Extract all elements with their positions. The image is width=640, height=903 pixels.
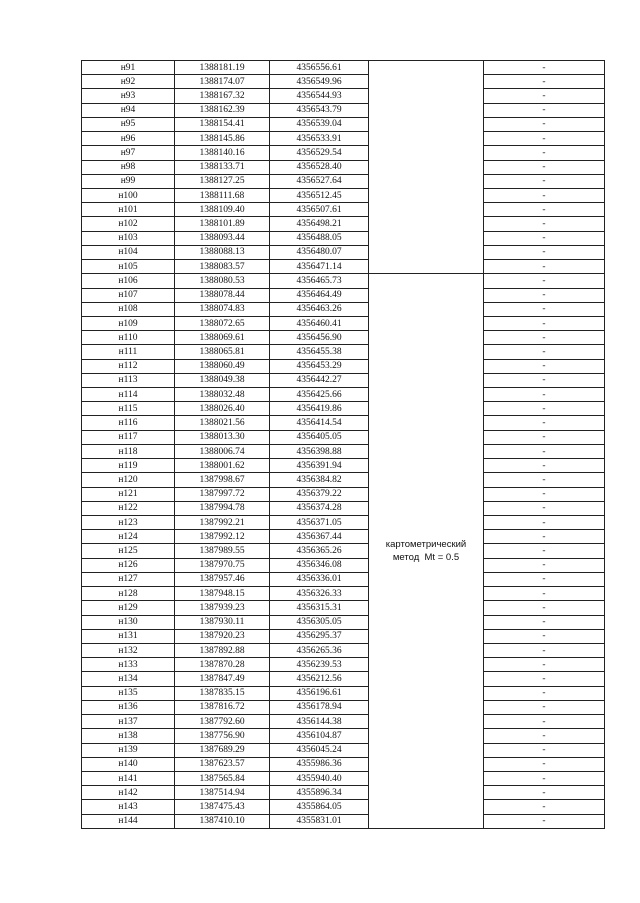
point-id-cell: н130 <box>82 615 175 629</box>
point-id-cell: н114 <box>82 388 175 402</box>
y-coordinate-cell: 4356419.86 <box>270 402 369 416</box>
y-coordinate-cell: 4356460.41 <box>270 316 369 330</box>
accuracy-dash-cell: - <box>484 601 605 615</box>
accuracy-dash-cell: - <box>484 700 605 714</box>
point-id-cell: н128 <box>82 587 175 601</box>
point-id-cell: н126 <box>82 558 175 572</box>
point-id-cell: н108 <box>82 302 175 316</box>
accuracy-dash-cell: - <box>484 75 605 89</box>
x-coordinate-cell: 1387994.78 <box>175 501 270 515</box>
x-coordinate-cell: 1388074.83 <box>175 302 270 316</box>
table-row <box>82 331 605 345</box>
accuracy-dash-cell: - <box>484 800 605 814</box>
accuracy-dash-cell: - <box>484 487 605 501</box>
x-coordinate-cell: 1388001.62 <box>175 459 270 473</box>
y-coordinate-cell: 4356455.38 <box>270 345 369 359</box>
accuracy-dash-cell: - <box>484 388 605 402</box>
y-coordinate-cell: 4356295.37 <box>270 629 369 643</box>
x-coordinate-cell: 1388109.40 <box>175 203 270 217</box>
table-row <box>82 700 605 714</box>
table-row <box>82 373 605 387</box>
point-id-cell: н93 <box>82 89 175 103</box>
point-id-cell: н111 <box>82 345 175 359</box>
table-row <box>82 800 605 814</box>
y-coordinate-cell: 4356465.73 <box>270 274 369 288</box>
table-row <box>82 686 605 700</box>
y-coordinate-cell: 4356507.61 <box>270 203 369 217</box>
accuracy-dash-cell: - <box>484 444 605 458</box>
table-row <box>82 61 605 75</box>
accuracy-dash-cell: - <box>484 132 605 146</box>
x-coordinate-cell: 1387816.72 <box>175 700 270 714</box>
y-coordinate-cell: 4356104.87 <box>270 729 369 743</box>
y-coordinate-cell: 4356425.66 <box>270 388 369 402</box>
table-row <box>82 430 605 444</box>
table-row <box>82 345 605 359</box>
accuracy-dash-cell: - <box>484 160 605 174</box>
x-coordinate-cell: 1388049.38 <box>175 373 270 387</box>
point-id-cell: н132 <box>82 643 175 657</box>
accuracy-dash-cell: - <box>484 302 605 316</box>
table-row <box>82 302 605 316</box>
point-id-cell: н95 <box>82 117 175 131</box>
x-coordinate-cell: 1387920.23 <box>175 629 270 643</box>
table-row <box>82 516 605 530</box>
y-coordinate-cell: 4356529.54 <box>270 146 369 160</box>
table-row <box>82 316 605 330</box>
accuracy-dash-cell: - <box>484 814 605 828</box>
point-id-cell: н144 <box>82 814 175 828</box>
y-coordinate-cell: 4356305.05 <box>270 615 369 629</box>
y-coordinate-cell: 4356539.04 <box>270 117 369 131</box>
table-row <box>82 444 605 458</box>
accuracy-dash-cell: - <box>484 786 605 800</box>
method-cell-empty <box>369 61 484 274</box>
accuracy-dash-cell: - <box>484 117 605 131</box>
y-coordinate-cell: 4356346.08 <box>270 558 369 572</box>
x-coordinate-cell: 1388167.32 <box>175 89 270 103</box>
table-row <box>82 75 605 89</box>
y-coordinate-cell: 4356533.91 <box>270 132 369 146</box>
point-id-cell: н107 <box>82 288 175 302</box>
point-id-cell: н104 <box>82 245 175 259</box>
y-coordinate-cell: 4356453.29 <box>270 359 369 373</box>
x-coordinate-cell: 1388093.44 <box>175 231 270 245</box>
point-id-cell: н120 <box>82 473 175 487</box>
x-coordinate-cell: 1388127.25 <box>175 174 270 188</box>
point-id-cell: н141 <box>82 771 175 785</box>
y-coordinate-cell: 4356212.56 <box>270 672 369 686</box>
y-coordinate-cell: 4356384.82 <box>270 473 369 487</box>
table-row <box>82 715 605 729</box>
point-id-cell: н113 <box>82 373 175 387</box>
table-row <box>82 359 605 373</box>
point-id-cell: н139 <box>82 743 175 757</box>
accuracy-dash-cell: - <box>484 402 605 416</box>
point-id-cell: н123 <box>82 516 175 530</box>
point-id-cell: н134 <box>82 672 175 686</box>
y-coordinate-cell: 4356239.53 <box>270 658 369 672</box>
accuracy-dash-cell: - <box>484 89 605 103</box>
y-coordinate-cell: 4356556.61 <box>270 61 369 75</box>
accuracy-dash-cell: - <box>484 459 605 473</box>
accuracy-dash-cell: - <box>484 203 605 217</box>
table-row <box>82 743 605 757</box>
point-id-cell: н105 <box>82 260 175 274</box>
y-coordinate-cell: 4356549.96 <box>270 75 369 89</box>
y-coordinate-cell: 4356144.38 <box>270 715 369 729</box>
x-coordinate-cell: 1387939.23 <box>175 601 270 615</box>
table-row <box>82 174 605 188</box>
point-id-cell: н109 <box>82 316 175 330</box>
y-coordinate-cell: 4356544.93 <box>270 89 369 103</box>
table-row <box>82 117 605 131</box>
point-id-cell: н140 <box>82 757 175 771</box>
table-row <box>82 587 605 601</box>
point-id-cell: н133 <box>82 658 175 672</box>
accuracy-dash-cell: - <box>484 587 605 601</box>
x-coordinate-cell: 1388154.41 <box>175 117 270 131</box>
x-coordinate-cell: 1387970.75 <box>175 558 270 572</box>
x-coordinate-cell: 1388111.68 <box>175 188 270 202</box>
accuracy-dash-cell: - <box>484 530 605 544</box>
accuracy-dash-cell: - <box>484 501 605 515</box>
table-row <box>82 615 605 629</box>
y-coordinate-cell: 4356367.44 <box>270 530 369 544</box>
accuracy-dash-cell: - <box>484 231 605 245</box>
table-row <box>82 132 605 146</box>
x-coordinate-cell: 1388101.89 <box>175 217 270 231</box>
point-id-cell: н116 <box>82 416 175 430</box>
coordinates-table <box>81 60 605 829</box>
y-coordinate-cell: 4356442.27 <box>270 373 369 387</box>
table-row <box>82 245 605 259</box>
table-row <box>82 658 605 672</box>
y-coordinate-cell: 4356178.94 <box>270 700 369 714</box>
point-id-cell: н122 <box>82 501 175 515</box>
y-coordinate-cell: 4355864.05 <box>270 800 369 814</box>
table-row <box>82 530 605 544</box>
y-coordinate-cell: 4356196.61 <box>270 686 369 700</box>
x-coordinate-cell: 1387847.49 <box>175 672 270 686</box>
y-coordinate-cell: 4356265.36 <box>270 643 369 657</box>
x-coordinate-cell: 1388069.61 <box>175 331 270 345</box>
point-id-cell: н124 <box>82 530 175 544</box>
x-coordinate-cell: 1387957.46 <box>175 572 270 586</box>
x-coordinate-cell: 1387948.15 <box>175 587 270 601</box>
table-row <box>82 274 605 288</box>
accuracy-dash-cell: - <box>484 516 605 530</box>
point-id-cell: н94 <box>82 103 175 117</box>
point-id-cell: н137 <box>82 715 175 729</box>
point-id-cell: н100 <box>82 188 175 202</box>
method-name: картометрический <box>385 539 467 551</box>
point-id-cell: н103 <box>82 231 175 245</box>
table-row <box>82 188 605 202</box>
accuracy-dash-cell: - <box>484 146 605 160</box>
method-accuracy: метод Mt = 0.5 <box>392 552 460 564</box>
y-coordinate-cell: 4355986.36 <box>270 757 369 771</box>
table-row <box>82 288 605 302</box>
table-row <box>82 601 605 615</box>
point-id-cell: н118 <box>82 444 175 458</box>
x-coordinate-cell: 1388080.53 <box>175 274 270 288</box>
point-id-cell: н138 <box>82 729 175 743</box>
accuracy-dash-cell: - <box>484 331 605 345</box>
point-id-cell: н143 <box>82 800 175 814</box>
y-coordinate-cell: 4356398.88 <box>270 444 369 458</box>
table-row <box>82 501 605 515</box>
x-coordinate-cell: 1387835.15 <box>175 686 270 700</box>
y-coordinate-cell: 4356045.24 <box>270 743 369 757</box>
x-coordinate-cell: 1388078.44 <box>175 288 270 302</box>
accuracy-dash-cell: - <box>484 217 605 231</box>
y-coordinate-cell: 4356463.26 <box>270 302 369 316</box>
point-id-cell: н131 <box>82 629 175 643</box>
x-coordinate-cell: 1387475.43 <box>175 800 270 814</box>
y-coordinate-cell: 4356374.28 <box>270 501 369 515</box>
table-row <box>82 544 605 558</box>
x-coordinate-cell: 1387892.88 <box>175 643 270 657</box>
accuracy-dash-cell: - <box>484 473 605 487</box>
x-coordinate-cell: 1388065.81 <box>175 345 270 359</box>
table-row <box>82 260 605 274</box>
table-row <box>82 729 605 743</box>
y-coordinate-cell: 4356488.05 <box>270 231 369 245</box>
x-coordinate-cell: 1388174.07 <box>175 75 270 89</box>
y-coordinate-cell: 4356464.49 <box>270 288 369 302</box>
x-coordinate-cell: 1388006.74 <box>175 444 270 458</box>
x-coordinate-cell: 1387756.90 <box>175 729 270 743</box>
y-coordinate-cell: 4356456.90 <box>270 331 369 345</box>
table-row <box>82 672 605 686</box>
y-coordinate-cell: 4356315.31 <box>270 601 369 615</box>
table-row <box>82 814 605 828</box>
point-id-cell: н97 <box>82 146 175 160</box>
x-coordinate-cell: 1387997.72 <box>175 487 270 501</box>
accuracy-dash-cell: - <box>484 260 605 274</box>
x-coordinate-cell: 1388032.48 <box>175 388 270 402</box>
y-coordinate-cell: 4356405.05 <box>270 430 369 444</box>
accuracy-dash-cell: - <box>484 629 605 643</box>
accuracy-dash-cell: - <box>484 615 605 629</box>
point-id-cell: н101 <box>82 203 175 217</box>
point-id-cell: н91 <box>82 61 175 75</box>
accuracy-dash-cell: - <box>484 643 605 657</box>
accuracy-dash-cell: - <box>484 743 605 757</box>
table-row <box>82 558 605 572</box>
accuracy-dash-cell: - <box>484 430 605 444</box>
y-coordinate-cell: 4356336.01 <box>270 572 369 586</box>
y-coordinate-cell: 4356371.05 <box>270 516 369 530</box>
table-row <box>82 643 605 657</box>
accuracy-dash-cell: - <box>484 288 605 302</box>
point-id-cell: н102 <box>82 217 175 231</box>
table-row <box>82 388 605 402</box>
accuracy-dash-cell: - <box>484 672 605 686</box>
table-row <box>82 89 605 103</box>
point-id-cell: н129 <box>82 601 175 615</box>
y-coordinate-cell: 4356471.14 <box>270 260 369 274</box>
x-coordinate-cell: 1388083.57 <box>175 260 270 274</box>
x-coordinate-cell: 1387410.10 <box>175 814 270 828</box>
table-row <box>82 416 605 430</box>
x-coordinate-cell: 1388088.13 <box>175 245 270 259</box>
point-id-cell: н125 <box>82 544 175 558</box>
point-id-cell: н106 <box>82 274 175 288</box>
point-id-cell: н135 <box>82 686 175 700</box>
x-coordinate-cell: 1387992.21 <box>175 516 270 530</box>
x-coordinate-cell: 1388072.65 <box>175 316 270 330</box>
point-id-cell: н98 <box>82 160 175 174</box>
table-row <box>82 629 605 643</box>
y-coordinate-cell: 4356326.33 <box>270 587 369 601</box>
point-id-cell: н115 <box>82 402 175 416</box>
accuracy-dash-cell: - <box>484 757 605 771</box>
y-coordinate-cell: 4355831.01 <box>270 814 369 828</box>
table-row <box>82 203 605 217</box>
table-row <box>82 487 605 501</box>
accuracy-dash-cell: - <box>484 373 605 387</box>
accuracy-dash-cell: - <box>484 345 605 359</box>
accuracy-dash-cell: - <box>484 729 605 743</box>
y-coordinate-cell: 4356512.45 <box>270 188 369 202</box>
x-coordinate-cell: 1387514.94 <box>175 786 270 800</box>
table-row <box>82 146 605 160</box>
y-coordinate-cell: 4356498.21 <box>270 217 369 231</box>
point-id-cell: н112 <box>82 359 175 373</box>
point-id-cell: н99 <box>82 174 175 188</box>
y-coordinate-cell: 4356480.07 <box>270 245 369 259</box>
point-id-cell: н119 <box>82 459 175 473</box>
table-row <box>82 217 605 231</box>
x-coordinate-cell: 1387998.67 <box>175 473 270 487</box>
accuracy-dash-cell: - <box>484 316 605 330</box>
x-coordinate-cell: 1387989.55 <box>175 544 270 558</box>
y-coordinate-cell: 4356391.94 <box>270 459 369 473</box>
x-coordinate-cell: 1388133.71 <box>175 160 270 174</box>
point-id-cell: н142 <box>82 786 175 800</box>
y-coordinate-cell: 4356543.79 <box>270 103 369 117</box>
point-id-cell: н92 <box>82 75 175 89</box>
accuracy-dash-cell: - <box>484 416 605 430</box>
table-row <box>82 771 605 785</box>
accuracy-dash-cell: - <box>484 715 605 729</box>
accuracy-dash-cell: - <box>484 188 605 202</box>
y-coordinate-cell: 4356528.40 <box>270 160 369 174</box>
table-row <box>82 473 605 487</box>
accuracy-dash-cell: - <box>484 359 605 373</box>
accuracy-dash-cell: - <box>484 572 605 586</box>
x-coordinate-cell: 1387623.57 <box>175 757 270 771</box>
y-coordinate-cell: 4356527.64 <box>270 174 369 188</box>
x-coordinate-cell: 1388026.40 <box>175 402 270 416</box>
x-coordinate-cell: 1387792.60 <box>175 715 270 729</box>
table-row <box>82 572 605 586</box>
table-row <box>82 402 605 416</box>
table-row <box>82 459 605 473</box>
x-coordinate-cell: 1387992.12 <box>175 530 270 544</box>
x-coordinate-cell: 1388145.86 <box>175 132 270 146</box>
accuracy-dash-cell: - <box>484 558 605 572</box>
coordinates-table-body <box>82 61 605 829</box>
x-coordinate-cell: 1388140.16 <box>175 146 270 160</box>
x-coordinate-cell: 1387565.84 <box>175 771 270 785</box>
y-coordinate-cell: 4356379.22 <box>270 487 369 501</box>
table-row <box>82 786 605 800</box>
accuracy-dash-cell: - <box>484 274 605 288</box>
x-coordinate-cell: 1388060.49 <box>175 359 270 373</box>
table-row <box>82 757 605 771</box>
accuracy-dash-cell: - <box>484 544 605 558</box>
point-id-cell: н136 <box>82 700 175 714</box>
accuracy-dash-cell: - <box>484 771 605 785</box>
point-id-cell: н117 <box>82 430 175 444</box>
x-coordinate-cell: 1388021.56 <box>175 416 270 430</box>
accuracy-dash-cell: - <box>484 174 605 188</box>
x-coordinate-cell: 1387689.29 <box>175 743 270 757</box>
x-coordinate-cell: 1388162.39 <box>175 103 270 117</box>
accuracy-dash-cell: - <box>484 61 605 75</box>
accuracy-dash-cell: - <box>484 658 605 672</box>
accuracy-dash-cell: - <box>484 103 605 117</box>
point-id-cell: н127 <box>82 572 175 586</box>
y-coordinate-cell: 4355896.34 <box>270 786 369 800</box>
table-row <box>82 103 605 117</box>
accuracy-dash-cell: - <box>484 245 605 259</box>
method-cell <box>369 274 484 829</box>
point-id-cell: н96 <box>82 132 175 146</box>
y-coordinate-cell: 4356414.54 <box>270 416 369 430</box>
table-row <box>82 231 605 245</box>
x-coordinate-cell: 1387930.11 <box>175 615 270 629</box>
y-coordinate-cell: 4356365.26 <box>270 544 369 558</box>
x-coordinate-cell: 1388181.19 <box>175 61 270 75</box>
x-coordinate-cell: 1387870.28 <box>175 658 270 672</box>
point-id-cell: н121 <box>82 487 175 501</box>
point-id-cell: н110 <box>82 331 175 345</box>
x-coordinate-cell: 1388013.30 <box>175 430 270 444</box>
accuracy-dash-cell: - <box>484 686 605 700</box>
y-coordinate-cell: 4355940.40 <box>270 771 369 785</box>
table-row <box>82 160 605 174</box>
